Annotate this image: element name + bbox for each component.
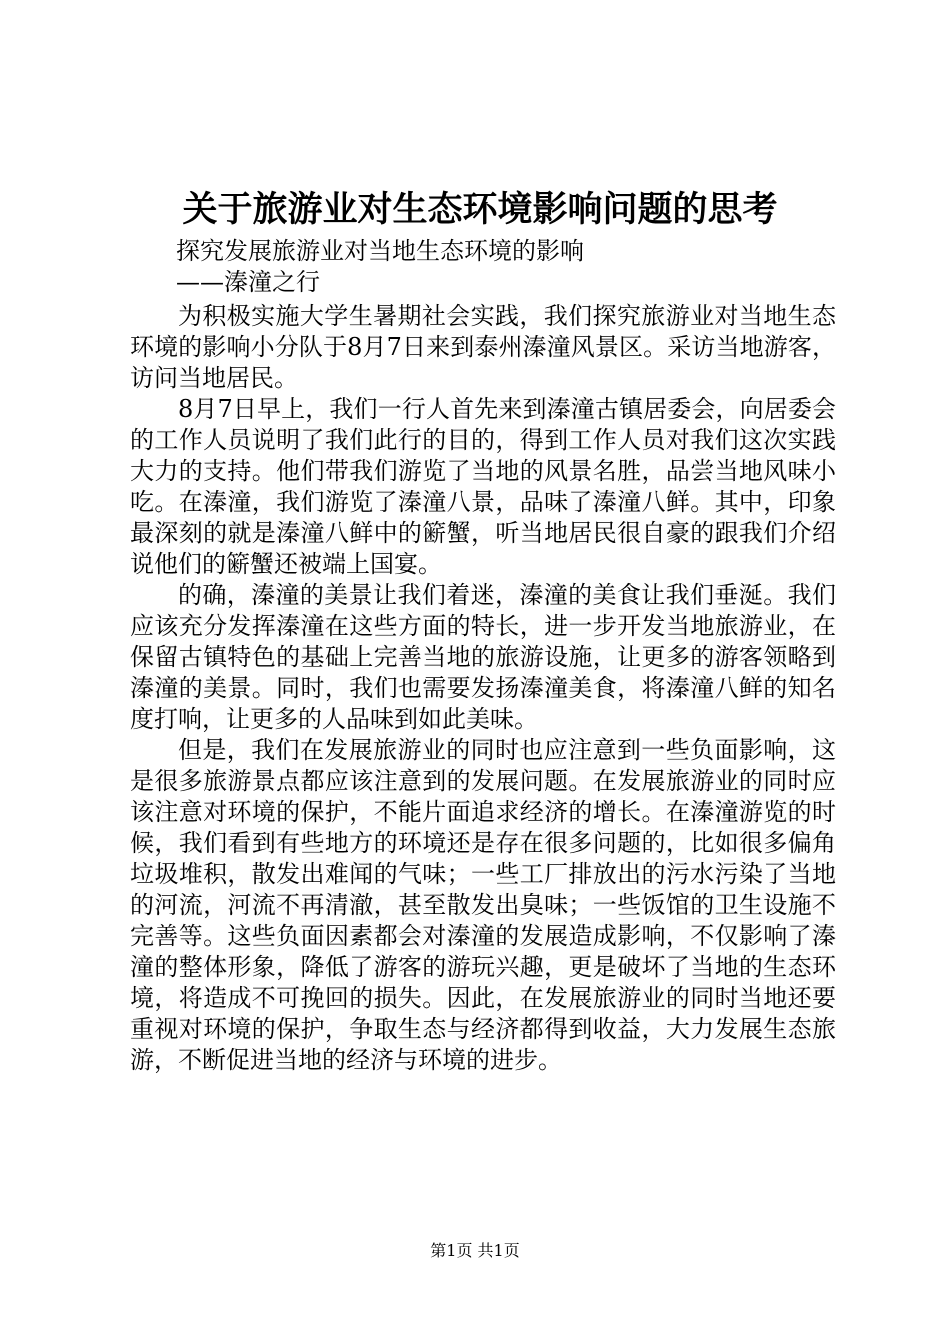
document-body <box>130 236 836 1076</box>
document-title: 关于旅游业对生态环境影响问题的思考 <box>182 189 778 230</box>
paragraph-4: 但是，我们在发展旅游业的同时也应注意到一些负面影响，这是很多旅游景点都应该注意到的发展问题。在发展旅游业的同时应该注意对环境的保护，不能片面追求经济的增长。在溱潼游览的时候，我们看到有些地方的环境还是存在很多问题的，比如很多偏角垃圾堆积，散发出难闻的气味；一些工厂排放出的污水污染了当地的河流，河流不再清澈，甚至散发出臭味；一些饭馆的卫生设施不完善等。这些负面因素都会对溱潼的发展造成影响，不仅影响了溱潼的整体形象，降低了游客的游玩兴趣，更是破坏了当地的生态环境，将造成不可挽回的损失。因此，在发展旅游业的同时当地还要重视对环境的保护，争取生态与经济都得到收益，大力发展生态旅游，不断促进当地的经济与环境的进步。 <box>130 736 836 1074</box>
subtitle-line-1: 探究发展旅游业对当地生态环境的影响 <box>176 237 584 265</box>
paragraph-1: 为积极实施大学生暑期社会实践，我们探究旅游业对当地生态环境的影响小分队于8月7日来到泰州溱潼风景区。采访当地游客，访问当地居民。 <box>130 302 836 392</box>
paragraph-2: 8月7日早上，我们一行人首先来到溱潼古镇居委会，向居委会的工作人员说明了我们此行的目的，得到工作人员对我们这次实践大力的支持。他们带我们游览了当地的风景名胜，品尝当地风味小吃。在溱潼，我们游览了溱潼八景，品味了溱潼八鲜。其中，印象最深刻的就是溱潼八鲜中的簖蟹，听当地居民很自豪的跟我们介绍说他们的簖蟹还被端上国宴。 <box>130 395 836 578</box>
subtitle-line-2: ——溱潼之行 <box>176 268 320 296</box>
page-footer: 第1页 共1页 <box>430 1241 520 1260</box>
paragraph-3: 的确，溱潼的美景让我们着迷，溱潼的美食让我们垂涎。我们应该充分发挥溱潼在这些方面的特长，进一步开发当地旅游业，在保留古镇特色的基础上完善当地的旅游设施，让更多的游客领略到溱潼的美景。同时，我们也需要发扬溱潼美食，将溱潼八鲜的知名度打响，让更多的人品味到如此美味。 <box>130 581 836 733</box>
